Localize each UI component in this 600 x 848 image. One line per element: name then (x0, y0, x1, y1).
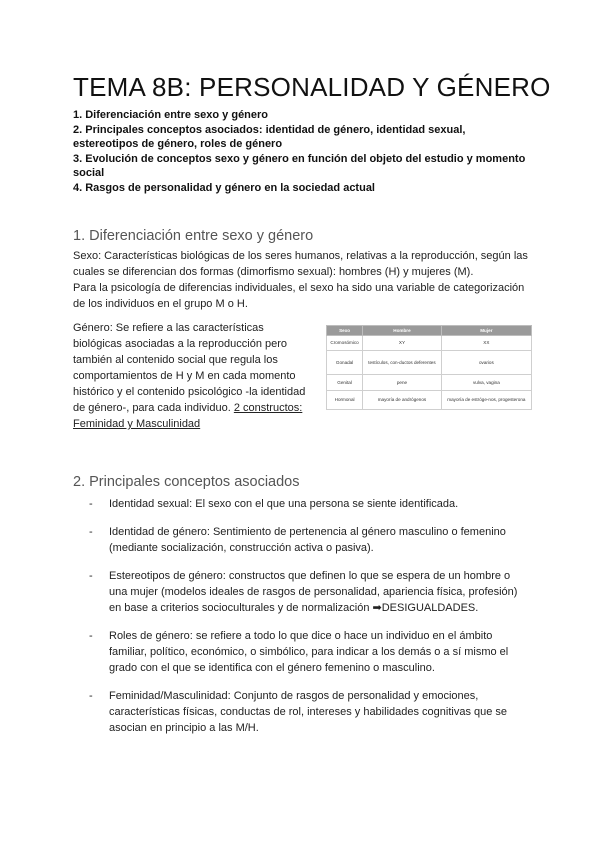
concepts-list (89, 496, 529, 736)
constructos-link: 2 constructos: Feminidad y Masculinidad (73, 402, 303, 430)
section-1-heading: 1. Diferenciación entre sexo y género (73, 228, 314, 244)
sexo-paragraph: Sexo: Características biológicas de los seres humanos, relativas a la reproducción, según las cuales se diferencian dos formas (dimorfismo sexual): hombres (H) y mujeres (M). (73, 250, 528, 278)
list-item-text: Roles de género: se refiere a todo lo que dice o hace un individuo en el ámbito familiar, político, económico, o simbólico, para indicar a los demás o a sí mismo el grado con el que se identifica con el género femenino o masculino. (109, 630, 509, 674)
list-item (89, 568, 529, 616)
table-cell: testículos, con-ductos deferentes (363, 351, 442, 375)
genero-paragraph (73, 320, 313, 432)
table-row (327, 351, 532, 375)
toc-item: 1. Diferenciación entre sexo y género (73, 109, 269, 121)
list-item-text: Identidad de género: Sentimiento de pertenencia al género masculino o femenino (mediante socialización, construcción activa o pasiva). (109, 526, 506, 554)
table-cell: Cromosómico (327, 336, 363, 351)
bullet-dash: - (89, 690, 93, 702)
toc-item: 4. Rasgos de personalidad y género en la sociedad actual (73, 181, 375, 194)
table-of-contents (73, 108, 533, 196)
sex-characteristics-table (326, 325, 532, 410)
table-cell: Genital (327, 375, 363, 391)
table-row (327, 391, 532, 410)
table-row (327, 375, 532, 391)
list-item-text: Feminidad/Masculinidad: Conjunto de rasgos de personalidad y emociones, características físicas, conductas de rol, intereses y habilidades cognitivas que se asocian en principio a las M/H. (109, 690, 508, 734)
list-item (89, 524, 529, 556)
bullet-dash: - (89, 526, 93, 538)
table-cell: XY (363, 336, 442, 351)
table-cell: ovarios (441, 351, 531, 375)
bullet-dash: - (89, 570, 93, 582)
table-cell: pene (363, 375, 442, 391)
table-cell: Hormonal (327, 391, 363, 410)
toc-item: 3. Evolución de conceptos sexo y género en función del objeto del estudio y momento social (73, 152, 526, 180)
bullet-dash: - (89, 498, 93, 510)
table-header: Sexo (327, 326, 363, 336)
table-cell: mayoría de andrógenos (363, 391, 442, 410)
list-item (89, 688, 529, 736)
list-item (89, 628, 529, 676)
bullet-dash: - (89, 630, 93, 642)
table-header: Hombre (363, 326, 442, 336)
toc-item: 2. Principales conceptos asociados: identidad de género, identidad sexual, estereotipos de género, roles de género (73, 123, 466, 151)
page-title: TEMA 8B: PERSONALIDAD Y GÉNERO (73, 72, 551, 102)
table-row (327, 336, 532, 351)
psicologia-paragraph: Para la psicología de diferencias individuales, el sexo ha sido una variable de categorización de los individuos en el grupo M o H. (73, 282, 525, 310)
table-cell: vulva, vagina (441, 375, 531, 391)
table-cell: Gonadal (327, 351, 363, 375)
table-cell: mayoría de estróge-nos, progesterona (441, 391, 531, 410)
table-cell: XX (441, 336, 531, 351)
list-item (89, 496, 529, 512)
list-item-text: Identidad sexual: El sexo con el que una persona se siente identificada. (109, 498, 459, 510)
list-item-text: Estereotipos de género: constructos que definen lo que se espera de un hombre o una mujer (modelos ideales de rasgos de personalidad, apariencia física, profesión) en base a criterios socioculturales y de normalización ➡DESIGUALDADES. (109, 570, 518, 614)
section-2-heading: 2. Principales conceptos asociados (73, 474, 300, 490)
genero-text: Género: Se refiere a las características biológicas asociadas a la reproducción pero también al contenido social que regula los comportamientos de H y M en cada momento histórico y el contenido psicológico -la identidad de género-, para cada individuo. (73, 322, 306, 414)
table-header: Mujer (441, 326, 531, 336)
